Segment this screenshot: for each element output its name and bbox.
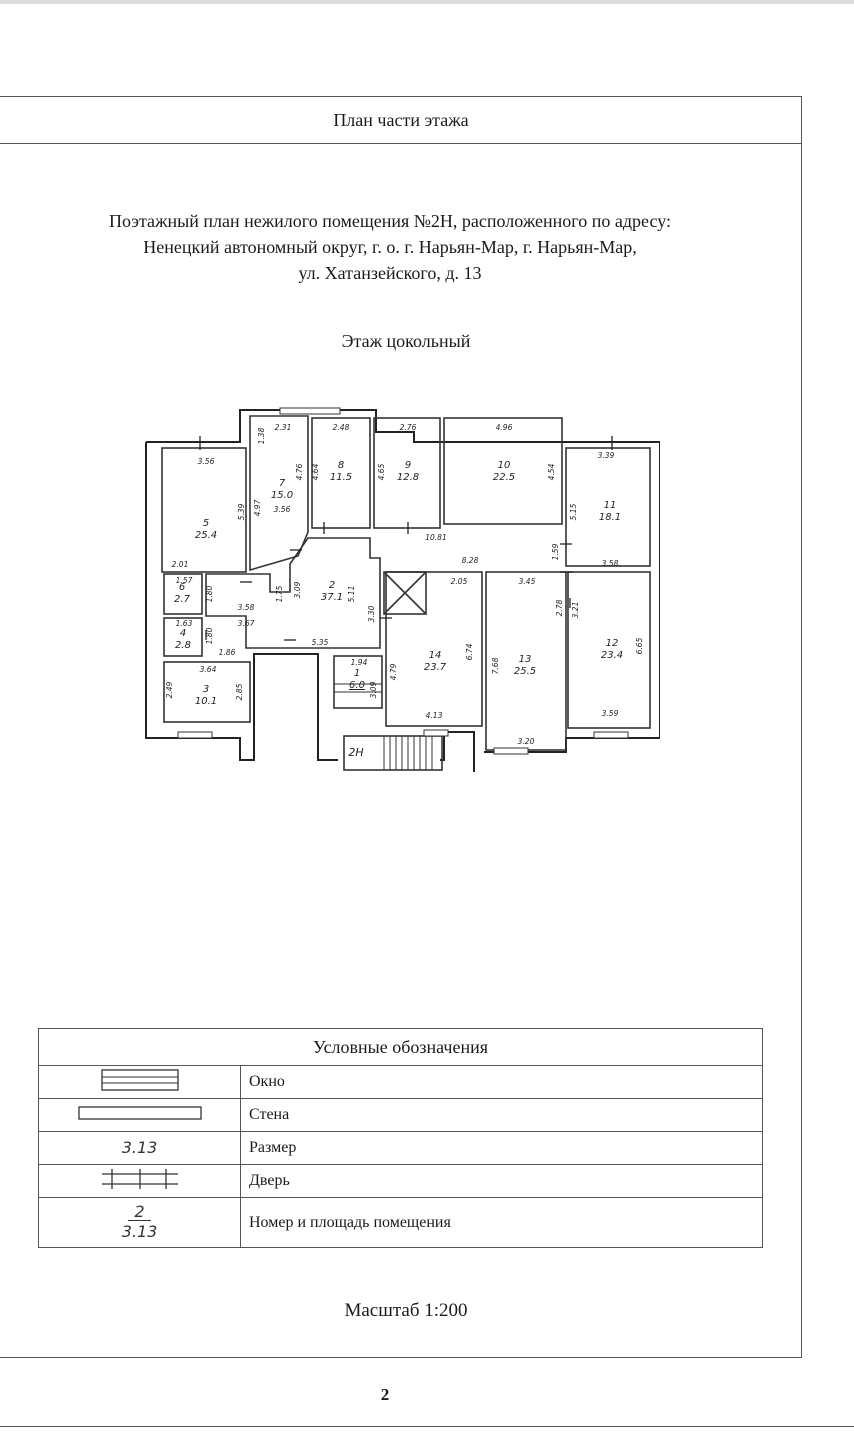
- dim-label: 5.11: [347, 585, 356, 603]
- room-2-num: 2: [328, 580, 336, 591]
- doc-title-line-2: Ненецкий автономный округ, г. о. г. Нарьян-Мар, г. Нарьян-Мар,: [143, 237, 637, 257]
- dim-label: 5.15: [569, 503, 578, 521]
- room-symbol: [39, 1198, 241, 1248]
- legend-row-door: [39, 1165, 763, 1198]
- dim-label: 2.49: [165, 681, 174, 699]
- scale-label: Масштаб 1:200: [344, 1300, 468, 1321]
- dim-label: 4.64: [311, 463, 320, 481]
- room-6-area: 2.7: [174, 594, 190, 605]
- dim-label: 1.63: [175, 619, 193, 628]
- room-5-num: 5: [202, 518, 210, 529]
- page-number: 2: [380, 1385, 390, 1404]
- dim-label: 6.74: [465, 643, 474, 661]
- top-bar: [0, 0, 854, 4]
- dim-label: 1.80: [205, 585, 214, 603]
- dim-label: 3.67: [237, 619, 255, 628]
- unit-label: 2Н: [348, 746, 364, 759]
- doc-title-line-3: ул. Хатанзейского, д. 13: [298, 263, 482, 283]
- room-11-num: 11: [603, 500, 617, 511]
- legend-label-dimension: Размер: [241, 1132, 763, 1165]
- legend-row-wall: [39, 1099, 763, 1132]
- dim-label: 1.94: [350, 658, 368, 667]
- dim-label: 3.58: [601, 559, 619, 568]
- room-5: [162, 448, 246, 572]
- header-title: План части этажа: [333, 110, 469, 130]
- dim-label: 3.30: [367, 605, 376, 623]
- dim-label: 4.65: [377, 463, 386, 481]
- room-11-area: 18.1: [598, 512, 622, 523]
- dim-label: 3.20: [517, 737, 535, 746]
- dim-label: 3.58: [237, 603, 255, 612]
- room-1-num: 1: [353, 668, 361, 679]
- room-12-num: 12: [605, 638, 619, 649]
- dim-label: 4.97: [253, 499, 262, 517]
- dim-label: 1.80: [205, 627, 214, 645]
- dim-label: 10.81: [425, 533, 447, 542]
- dim-label: 1.57: [175, 576, 193, 585]
- room-14-num: 14: [428, 650, 442, 661]
- legend-label-window: Окно: [241, 1066, 763, 1099]
- room-2-area: 37.1: [320, 592, 344, 603]
- room-13-area: 25.5: [513, 666, 537, 677]
- room-10-area: 22.5: [492, 472, 516, 483]
- dim-label: 2.76: [399, 423, 417, 432]
- dim-label: 7.68: [491, 657, 500, 675]
- dim-label: 5.35: [311, 638, 329, 647]
- dim-label: 3.56: [197, 457, 215, 466]
- bottom-divider: [0, 1426, 854, 1427]
- floor-plan: [140, 402, 660, 772]
- room-symbol-num: 2: [128, 1204, 150, 1221]
- dim-label: 1.86: [218, 648, 236, 657]
- dim-label: 4.54: [547, 463, 556, 481]
- window-symbol: [39, 1066, 241, 1099]
- dimension-symbol: 3.13: [121, 1138, 158, 1157]
- dim-label: 3.59: [601, 709, 619, 718]
- legend-title: Условные обозначения: [39, 1029, 763, 1066]
- door-symbol: [39, 1165, 241, 1198]
- room-7-area: 15.0: [270, 490, 294, 501]
- dim-label: 8.28: [461, 556, 479, 565]
- dim-label: 2.78: [555, 599, 564, 617]
- legend-label-door: Дверь: [241, 1165, 763, 1198]
- dim-label: 2.85: [235, 683, 244, 701]
- dim-label: 4.79: [389, 663, 398, 681]
- dim-label: 4.13: [425, 711, 443, 720]
- legend-row-window: [39, 1066, 763, 1099]
- dim-label: 2.01: [171, 560, 189, 569]
- room-3-num: 3: [202, 684, 210, 695]
- room-13-num: 13: [518, 654, 532, 665]
- dim-label: 6.65: [635, 637, 644, 655]
- room-10-num: 10: [497, 460, 511, 471]
- dim-label: 1.38: [257, 427, 266, 445]
- dim-label: 4.76: [295, 463, 304, 481]
- room-9-area: 12.8: [396, 472, 420, 483]
- dim-label: 2.31: [274, 423, 292, 432]
- room-4-area: 2.8: [175, 640, 191, 651]
- header-divider: [0, 143, 802, 144]
- dim-label: 1.59: [551, 543, 560, 561]
- legend-row-dimension: [39, 1132, 763, 1165]
- dim-label: 3.64: [199, 665, 217, 674]
- dim-label: 3.39: [597, 451, 615, 460]
- room-3-area: 10.1: [194, 696, 218, 707]
- dim-label: 3.09: [369, 681, 378, 699]
- dim-label: 2.05: [450, 577, 468, 586]
- wall-symbol: [39, 1099, 241, 1132]
- dim-label: 3.09: [293, 581, 302, 599]
- room-1-area: 6.0: [349, 680, 365, 691]
- legend-row-room: [39, 1198, 763, 1248]
- room-symbol-area: 3.13: [121, 1221, 158, 1241]
- legend-label-room: Номер и площадь помещения: [241, 1198, 763, 1248]
- room-8-num: 8: [337, 460, 345, 471]
- room-8-area: 11.5: [329, 472, 353, 483]
- room-7-num: 7: [278, 478, 286, 489]
- legend-table: [38, 1028, 763, 1248]
- room-6-num: 6: [178, 582, 186, 593]
- dim-label: 3.45: [518, 577, 536, 586]
- dim-label: 3.56: [273, 505, 291, 514]
- room-9-num: 9: [404, 460, 412, 471]
- dim-label: 1.75: [275, 585, 284, 603]
- dim-label: 4.96: [495, 423, 513, 432]
- dim-label: 2.48: [332, 423, 350, 432]
- legend-label-wall: Стена: [241, 1099, 763, 1132]
- doc-title-line-1: Поэтажный план нежилого помещения №2Н, расположенного по адресу:: [109, 211, 671, 231]
- floor-title: Этаж цокольный: [341, 331, 471, 351]
- dim-label: 5.39: [237, 503, 246, 521]
- room-4-num: 4: [179, 628, 187, 639]
- room-12-area: 23.4: [600, 650, 624, 661]
- room-10: [444, 418, 562, 524]
- room-5-area: 25.4: [194, 530, 218, 541]
- document-title: [0, 208, 780, 286]
- room-14-area: 23.7: [423, 662, 447, 673]
- dim-label: 3.21: [571, 601, 580, 619]
